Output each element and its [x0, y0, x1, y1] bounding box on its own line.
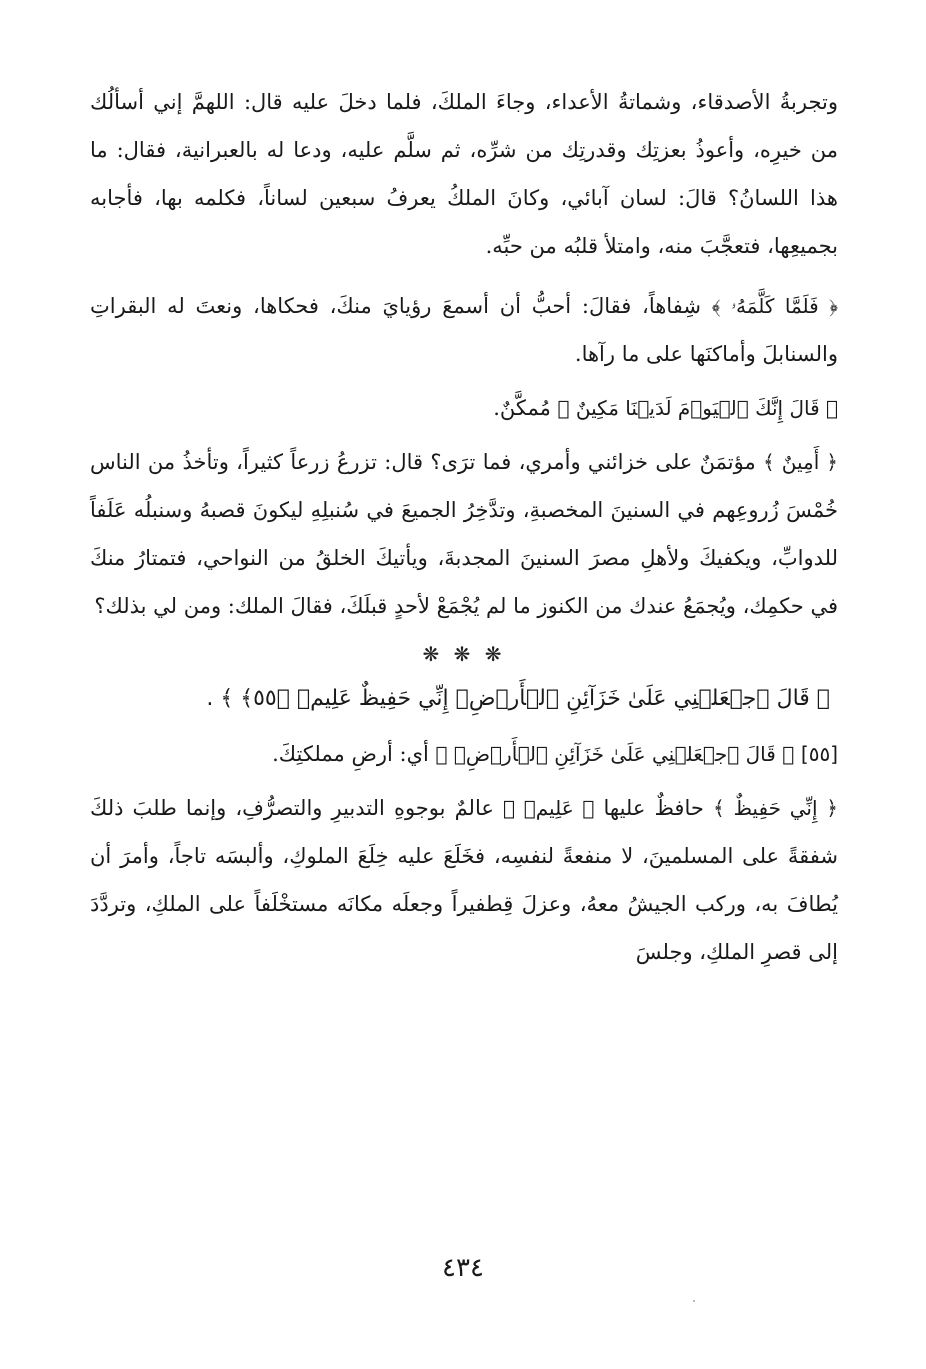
quran-quote: ﴿ قَالَ إِنَّكَ ٱلۡيَوۡمَ لَدَيۡنَا مَكِينٌ ﴾	[557, 396, 838, 420]
paragraph-5-text: أي: أرضِ مملكتِكَ.	[272, 742, 436, 766]
quran-quote: ﴿ عَلِيمٞ ﴾	[502, 796, 595, 820]
paragraph-6-text: عالمٌ بوجوهِ التدبيرِ والتصرُّفِ، وإنما طلبَ ذلكَ شفقةً على المسلمينَ، لا منفعةً لنفسِه، فخَلَعَ عليه خِلَعَ الملوكِ، وألبسَه تاجاً، وأمرَ أن يُطافَ به، وركب الجيشُ معهُ، وعزلَ قِطفيراً وجعلَه مكانَه مستخْلَفاً على الملكِ، وتردَّدَ إلى قصرِ الملكِ، وجلسَ	[90, 796, 838, 964]
paragraph-3	[90, 384, 838, 432]
paragraph-1	[90, 78, 838, 270]
paragraph-5	[90, 730, 838, 778]
paragraph-1-text: وتجربةُ الأصدقاء، وشماتةُ الأعداء، وجاءَ الملكَ، فلما دخلَ عليه قال: اللهمَّ إني أسألُك من خيرِه، وأعوذُ بعزتِك وقدرتِك من شرِّه، ثم سلَّم عليه، ودعا له بالعبرانية، فقال: ما هذا اللسانُ؟ قالَ: لسان آبائي، وكانَ الملكُ يعرفُ سبعين لساناً، فكلمه بها، فأجابه بجميعِها، فتعجَّبَ منه، وامتلأ قلبُه من حبِّه.	[90, 90, 838, 258]
paragraph-3-text: مُمكَّنٌ.	[493, 396, 558, 420]
paragraph-2-text: شِفاهاً، فقالَ: أحبُّ أن أسمعَ رؤيايَ منكَ، فحكاها، ونعتَ له البقراتِ والسنابلَ وأماكنَها على ما رآها.	[90, 294, 838, 366]
paragraph-4-text: مؤتمَنٌ على خزائني وأمري، فما ترَى؟ قال: تزرعُ زرعاً كثيراً، وتأخذُ من الناس خُمْسَ زُروعِهم في السنينَ المخصبةِ، وتدَّخِرُ الجميعَ في سُنبلِهِ ليكونَ قصبهُ وسنبلُه عَلَفاً للدوابِّ، ويكفيكَ ولأهلِ مصرَ السنينَ المجدبةَ، ويأتيكَ الخلقُ من النواحي، فتمتارُ منكَ في حكمِك، ويُجمَعُ عندك من الكنوز ما لم يُجْمَعْ لأحدٍ قبلَكَ، فقالَ الملك: ومن لي بذلك؟	[90, 450, 838, 618]
quran-quote: ﴿ فَلَمَّا كَلَّمَهُۥ ﴾	[711, 294, 838, 318]
verse-heading	[90, 674, 838, 724]
paragraph-6-mid: حافظٌ عليها	[594, 796, 713, 820]
paragraph-4	[90, 438, 838, 630]
page-number: ٤٣٤	[442, 1253, 484, 1283]
section-separator: ❋ ❋ ❋	[422, 642, 506, 666]
quran-quote: ﴿ قَالَ ٱجۡعَلۡنِي عَلَىٰ خَزَآئِنِ ٱلۡأَرۡضِۖ ﴾	[435, 742, 795, 766]
quran-quote: ﴿ إِنِّي حَفِيظٌ ﴾	[712, 796, 838, 820]
paragraph-2	[90, 282, 838, 378]
verse-heading-text: ﴿ قَالَ ٱجۡعَلۡنِي عَلَىٰ خَزَآئِنِ ٱلۡأَرۡضِۖ إِنِّي حَفِيظٌ عَلِيمٞ ﴿٥٥﴾ ﴾ .	[206, 686, 830, 711]
paragraph-6	[90, 784, 838, 976]
page-body	[90, 78, 838, 988]
verse-number: [٥٥]	[800, 742, 838, 766]
scan-speck	[693, 1300, 695, 1302]
quran-quote: ﴿ أَمِينٌ ﴾	[763, 450, 838, 474]
